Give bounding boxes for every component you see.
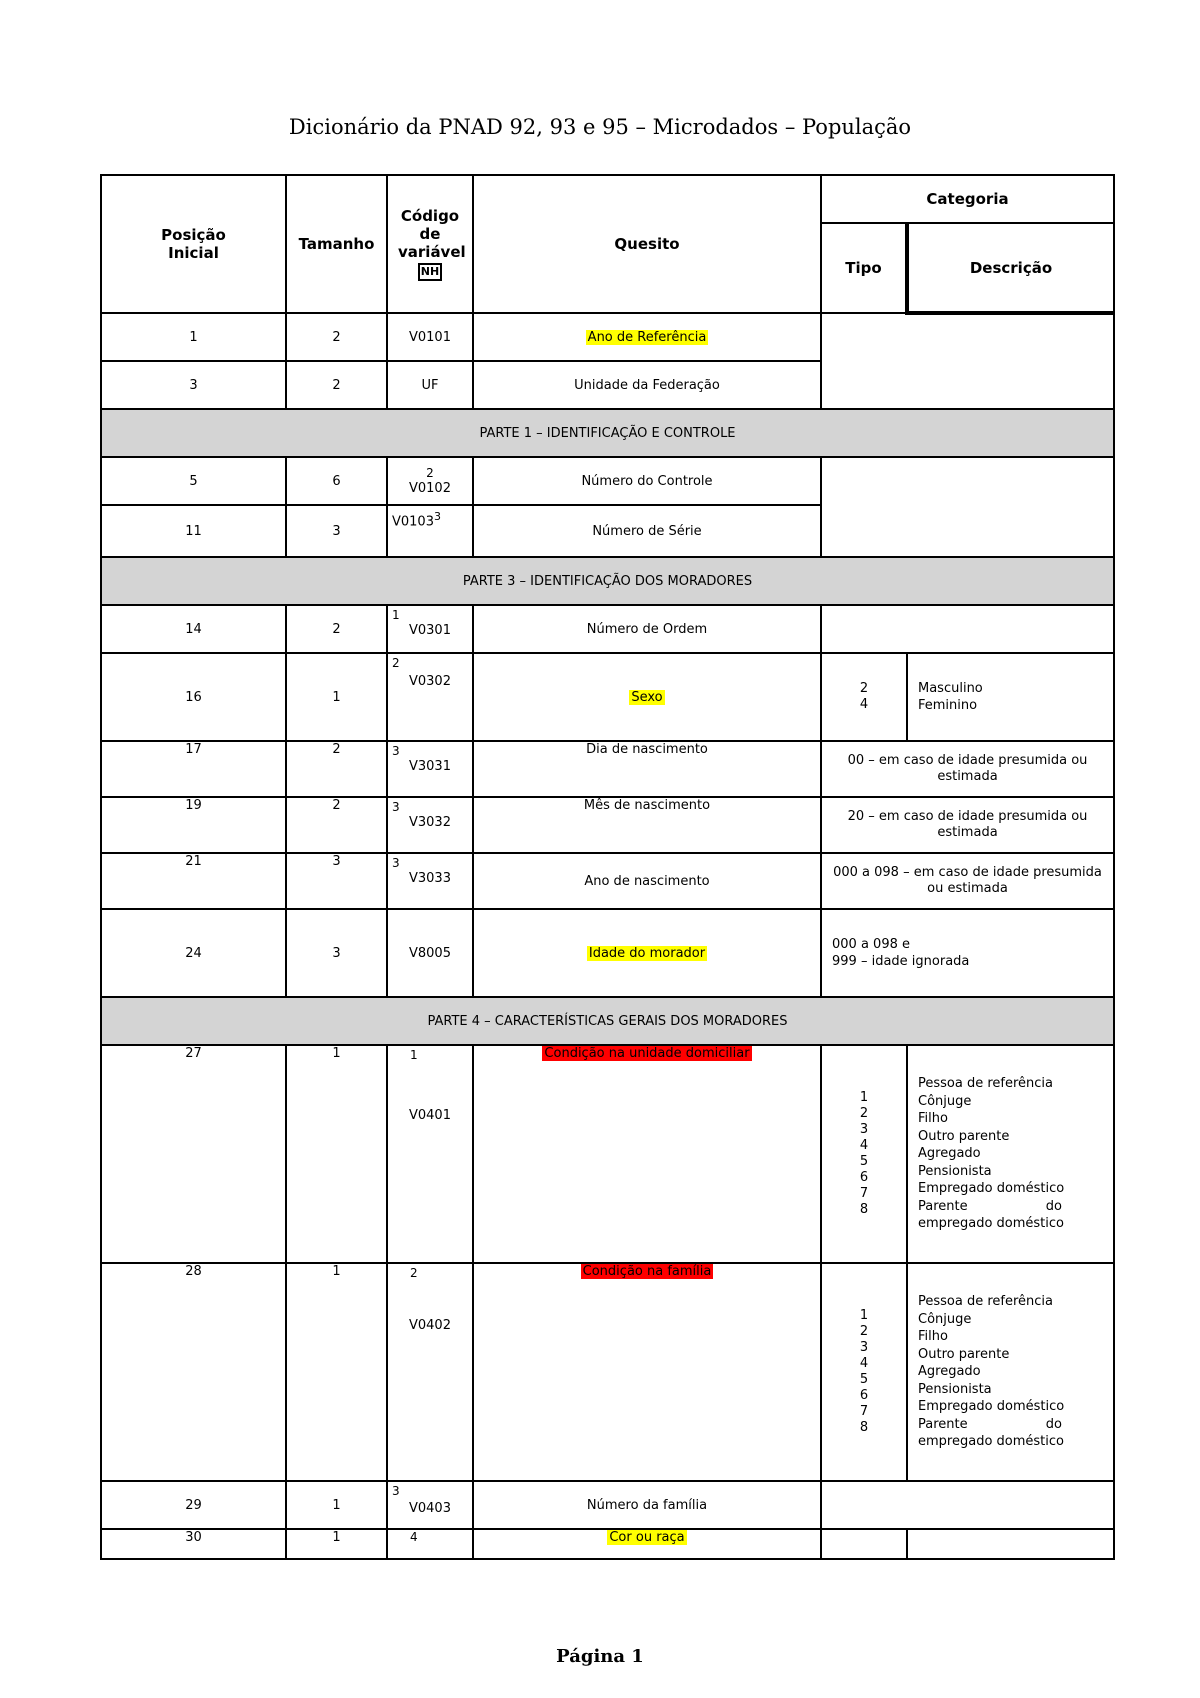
code-note: 3 [392,1484,400,1498]
code-value: V3032 [409,815,451,830]
quesito-label: Sexo [631,689,663,705]
desc-value: Outro parente [918,1346,1010,1362]
cell-quesito: Unidade da Federação [473,361,821,409]
cell-tamanho: 2 [286,605,387,653]
cell-posicao: 14 [101,605,286,653]
cell-quesito [473,1045,821,1263]
cell-tamanho: 6 [286,457,387,505]
cell-tipo [821,1529,907,1559]
section-title: PARTE 1 – IDENTIFICAÇÃO E CONTROLE [101,409,1114,457]
tipo-value: 8 [859,1202,869,1217]
code-note: 3 [392,744,400,758]
cell-codigo [387,457,473,505]
table-row [101,313,1114,361]
page-title: Dicionário da PNAD 92, 93 e 95 – Microdados – População [288,115,912,139]
header-descricao: Descrição [907,223,1114,313]
cell-codigo: V0101 [387,313,473,361]
desc-value: Pensionista [918,1381,992,1397]
code-note: 3 [392,800,400,814]
cell-posicao: 29 [101,1481,286,1529]
categoria-note: 20 – em caso de idade presumida ou estimada [847,809,1088,840]
tipo-value: 4 [859,1356,869,1371]
cell-quesito: Número de Série [473,505,821,557]
tipo-value: 2 [859,1106,869,1121]
table-row [101,853,1114,909]
table-row [101,653,1114,741]
code-value: V3031 [409,759,451,774]
cell-quesito: Dia de nascimento [473,741,821,797]
tipo-value: 4 [859,697,869,712]
code-value: V0401 [409,1108,451,1123]
table-row [101,1529,1114,1559]
code-note: 4 [410,1530,418,1544]
cell-codigo [387,653,473,741]
desc-value: Agregado [918,1146,981,1162]
table-row [101,457,1114,505]
cell-tipo [821,1045,907,1263]
header-posicao-label: Posição Inicial [161,226,226,262]
tipo-value: 6 [859,1170,869,1185]
code-note: 3 [433,510,441,523]
tipo-value: 1 [859,1090,869,1105]
cell-categoria [821,909,1114,997]
cell-quesito: Mês de nascimento [473,797,821,853]
desc-value: do [1045,1416,1062,1432]
code-note: 2 [392,656,400,670]
section-row [101,557,1114,605]
cell-codigo [387,797,473,853]
code-value: V0102 [409,481,451,496]
desc-value: Masculino [918,680,983,696]
cell-quesito: Número de Ordem [473,605,821,653]
categoria-note: 00 – em caso de idade presumida ou estimada [847,753,1088,784]
desc-value: empregado doméstico [918,1216,1064,1232]
cell-quesito: Número da família [473,1481,821,1529]
cell-posicao: 11 [101,505,286,557]
cell-posicao: 30 [101,1529,286,1559]
header-row [101,175,1114,223]
tipo-value: 7 [859,1404,869,1419]
desc-value: Cônjuge [918,1093,972,1109]
table-row [101,909,1114,997]
tipo-value: 3 [859,1340,869,1355]
tipo-value: 5 [859,1154,869,1169]
cell-posicao: 17 [101,741,286,797]
cell-categoria [821,853,1114,909]
table-row [101,797,1114,853]
desc-value: Empregado doméstico [918,1181,1065,1197]
cell-tamanho: 1 [286,1045,387,1263]
categoria-note: 000 a 098 e [832,937,910,952]
cell-tamanho: 3 [286,505,387,557]
cell-descricao [907,1529,1114,1559]
cell-quesito: Ano de nascimento [473,853,821,909]
table-row [101,1045,1114,1263]
section-row [101,997,1114,1045]
code-note: 3 [392,856,400,870]
desc-value: Parente [918,1416,968,1432]
desc-value: empregado doméstico [918,1434,1064,1450]
cell-categoria [821,797,1114,853]
cell-codigo [387,1045,473,1263]
cell-codigo [387,605,473,653]
cell-codigo [387,1529,473,1559]
desc-value: Empregado doméstico [918,1399,1065,1415]
code-value: V3033 [409,871,451,886]
section-title: PARTE 3 – IDENTIFICAÇÃO DOS MORADORES [101,557,1114,605]
desc-value: Pessoa de referência [918,1294,1054,1310]
cell-quesito [473,653,821,741]
cell-posicao: 1 [101,313,286,361]
desc-value: Pessoa de referência [918,1076,1054,1092]
tipo-value: 3 [859,1122,869,1137]
cell-codigo: V8005 [387,909,473,997]
cell-categoria [821,741,1114,797]
header-tipo: Tipo [821,223,907,313]
header-posicao [101,175,286,313]
cell-tamanho: 1 [286,1263,387,1481]
cell-codigo [387,505,473,557]
cell-categoria [821,605,1114,653]
tipo-value: 7 [859,1186,869,1201]
code-note: 1 [392,608,400,622]
categoria-note: 999 – idade ignorada [832,954,970,969]
header-codigo-mark: NH [418,263,442,281]
cell-codigo [387,741,473,797]
cell-codigo [387,1481,473,1529]
cell-codigo: UF [387,361,473,409]
cell-tamanho: 2 [286,361,387,409]
quesito-label: Cor ou raça [609,1530,685,1545]
cell-tamanho: 3 [286,853,387,909]
cell-quesito [473,1263,821,1481]
cell-codigo [387,1263,473,1481]
cell-codigo [387,853,473,909]
cell-tipo [821,653,907,741]
table-row [101,741,1114,797]
quesito-label: Idade do morador [588,945,706,961]
code-value: V0301 [409,623,451,638]
code-value: V0403 [409,1501,451,1516]
cell-posicao: 24 [101,909,286,997]
dictionary-table [100,174,1115,1560]
cell-quesito [473,909,821,997]
desc-value: Filho [918,1111,948,1127]
categoria-note: 000 a 098 – em caso de idade presumida ou estimada [833,865,1102,896]
code-value: V0402 [409,1318,451,1333]
cell-quesito [473,1529,821,1559]
cell-tamanho: 3 [286,909,387,997]
table-row [101,1263,1114,1481]
tipo-value: 8 [859,1420,869,1435]
code-note: 2 [426,466,434,480]
cell-descricao [907,1045,1114,1263]
code-note: 1 [410,1048,418,1062]
tipo-value: 6 [859,1388,869,1403]
desc-value: Pensionista [918,1163,992,1179]
cell-categoria [821,457,1114,557]
quesito-label: Condição na família [582,1264,712,1279]
tipo-value: 1 [859,1308,869,1323]
cell-categoria [821,313,1114,409]
cell-tamanho: 1 [286,1529,387,1559]
desc-value: do [1045,1198,1062,1214]
cell-tamanho: 2 [286,313,387,361]
desc-value: Cônjuge [918,1311,972,1327]
header-codigo [387,175,473,313]
tipo-value: 4 [859,1138,869,1153]
cell-posicao: 21 [101,853,286,909]
code-value: V0103 [392,514,434,530]
cell-tamanho: 1 [286,653,387,741]
section-title: PARTE 4 – CARACTERÍSTICAS GERAIS DOS MORADORES [101,997,1114,1045]
code-value: V0302 [409,674,451,689]
quesito-label: Condição na unidade domiciliar [544,1046,750,1061]
tipo-value: 5 [859,1372,869,1387]
cell-categoria [821,1481,1114,1529]
cell-posicao: 3 [101,361,286,409]
section-row [101,409,1114,457]
cell-descricao [907,653,1114,741]
cell-posicao: 16 [101,653,286,741]
cell-posicao: 27 [101,1045,286,1263]
header-categoria: Categoria [821,175,1114,223]
cell-descricao [907,1263,1114,1481]
table-row [101,1481,1114,1529]
cell-quesito: Número do Controle [473,457,821,505]
cell-posicao: 5 [101,457,286,505]
desc-value: Agregado [918,1364,981,1380]
cell-tamanho: 1 [286,1481,387,1529]
table-row [101,605,1114,653]
desc-value: Feminino [918,698,978,713]
desc-value: Outro parente [918,1128,1010,1144]
tipo-value: 2 [859,681,869,696]
header-tamanho: Tamanho [286,175,387,313]
cell-posicao: 28 [101,1263,286,1481]
cell-tamanho: 2 [286,741,387,797]
desc-value: Parente [918,1198,968,1214]
page-number: Página 1 [556,1646,644,1667]
header-quesito: Quesito [473,175,821,313]
quesito-label: Ano de Referência [587,329,707,345]
header-codigo-label: Código de variável [398,207,466,261]
cell-tamanho: 2 [286,797,387,853]
cell-posicao: 19 [101,797,286,853]
tipo-value: 2 [859,1324,869,1339]
cell-tipo [821,1263,907,1481]
code-note: 2 [410,1266,418,1280]
desc-value: Filho [918,1329,948,1345]
cell-quesito [473,313,821,361]
